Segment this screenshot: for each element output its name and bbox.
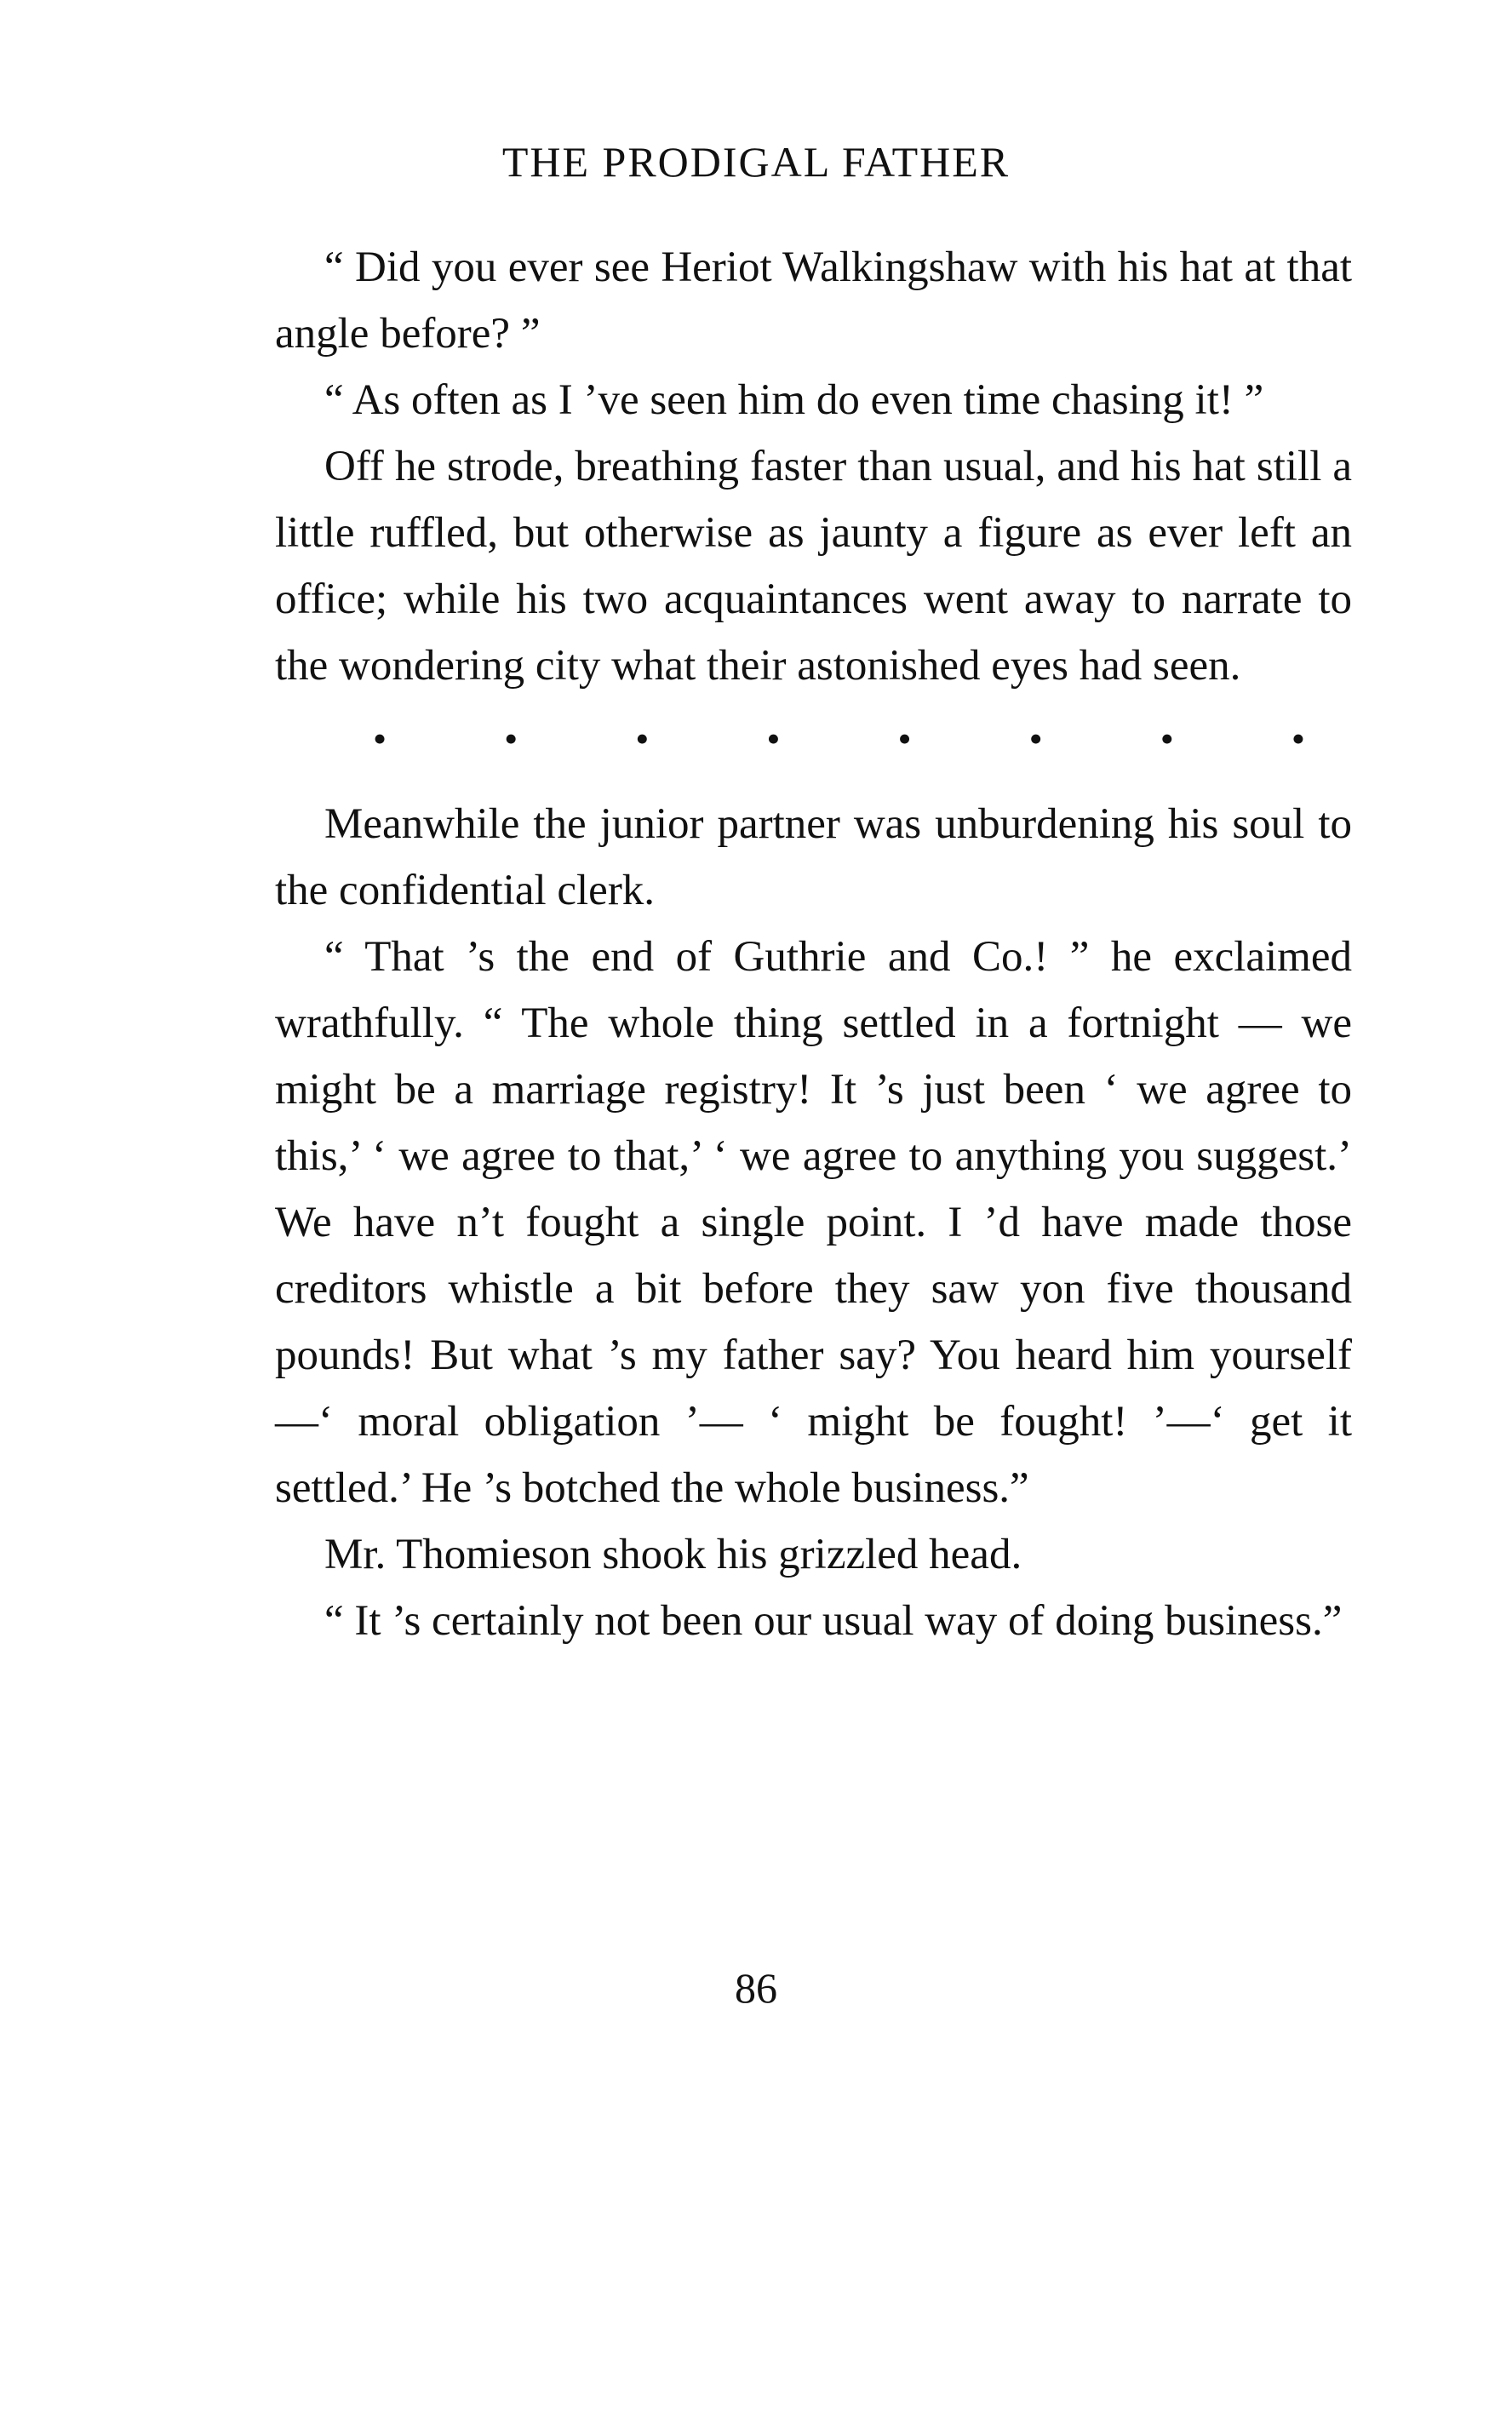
body-text xyxy=(275,234,1352,1654)
divider-dot: • xyxy=(766,717,781,760)
paragraph: Meanwhile the junior partner was unburdening his soul to the confidential clerk. xyxy=(275,800,1352,914)
divider-dot: • xyxy=(897,717,912,760)
page-number: 86 xyxy=(735,1964,777,2012)
paragraph: “ That ’s the end of Guthrie and Co.! ” he exclaimed wrathfully. “ The whole thing settled in a fortnight — we might be a marriage registry! It ’s just been ‘ we agree to this,’ ‘ we agree to that,’ ‘ we agree to anything you suggest.’ We have n’t fought a single point. I ’d have made those creditors whistle a bit before they saw yon five thousand pounds! But what ’s my father say? You heard him yourself —‘ moral obligation ’— ‘ might be fought! ’—‘ get it settled.’ He ’s botched the whole business.” xyxy=(275,933,1352,1512)
divider-dot: • xyxy=(635,717,650,760)
section-divider xyxy=(275,706,1352,772)
running-head: THE PRODIGAL FATHER xyxy=(501,138,1011,186)
divider-dot: • xyxy=(1291,717,1305,760)
divider-dot: • xyxy=(504,717,518,760)
paragraph: “ Did you ever see Heriot Walkingshaw with his hat at that angle before? ” xyxy=(275,243,1352,358)
paragraph: Mr. Thomieson shook his grizzled head. xyxy=(324,1531,1022,1578)
paragraph: Off he strode, breathing faster than usual, and his hat still a little ruffled, but otherwise as jaunty a figure as ever left an office; while his two acquaintances went away to narrate to the wondering city what their astonished eyes had seen. xyxy=(275,443,1352,690)
paragraph: “ As often as I ’ve seen him do even time chasing it! ” xyxy=(324,376,1264,424)
divider-dot: • xyxy=(1160,717,1174,760)
divider-dot: • xyxy=(373,717,387,760)
paragraph: “ It ’s certainly not been our usual way of doing business.” xyxy=(324,1597,1343,1645)
divider-dot: • xyxy=(1028,717,1043,760)
